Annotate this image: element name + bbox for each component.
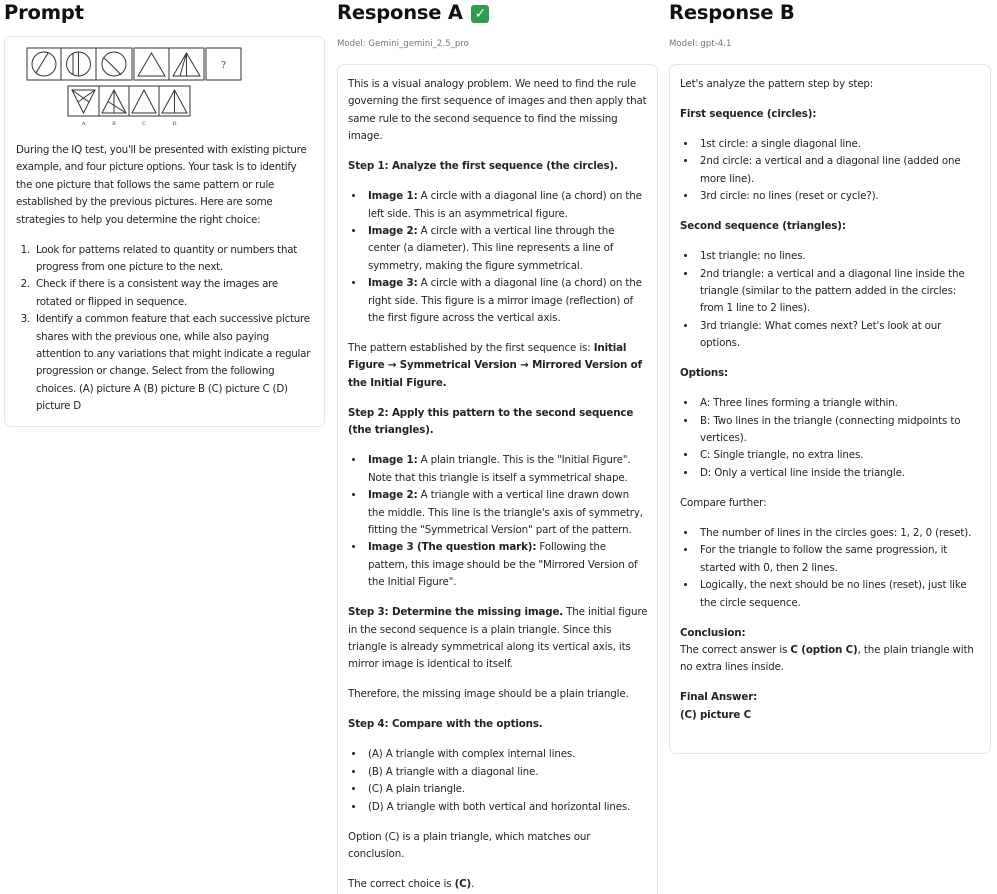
circle-1	[32, 52, 56, 76]
prompt-column	[4, 0, 325, 427]
list-item: • The number of lines in the circles goes: 1, 2, 0 (reset).	[697, 525, 980, 542]
therefore-paragraph: Therefore, the missing image should be a plain triangle.	[348, 688, 629, 701]
triangle-1	[138, 53, 165, 76]
step4-list	[348, 746, 648, 816]
first-sequence-heading: First sequence (circles):	[680, 108, 817, 120]
prompt-title: Prompt	[4, 1, 84, 24]
strategy-list	[16, 242, 313, 416]
list-item: • (B) A triangle with a diagonal line.	[365, 764, 648, 781]
list-item: • Image 3: A circle with a diagonal line (a chord) on the right side. This figure is a mirror image (reflection) of the first figure across the vertical axis.	[365, 275, 648, 327]
response-b-model: Model: gpt-4.1	[669, 39, 732, 49]
list-item: • 2nd circle: a vertical and a diagonal line (added one more line).	[697, 153, 980, 188]
list-item: • Image 2: A circle with a vertical line through the center (a diameter). This line represents a line of symmetry, making the figure symmetrical.	[365, 223, 648, 275]
list-item: • Logically, the next should be no lines (reset), just like the circle sequence.	[697, 577, 980, 612]
second-sequence-heading: Second sequence (triangles):	[680, 220, 846, 233]
list-item: • (A) A triangle with complex internal lines.	[365, 746, 648, 763]
final-answer-block: Final Answer: (C) picture C	[680, 691, 758, 721]
option-label-a: A	[81, 121, 86, 127]
options-heading: Options:	[680, 367, 729, 380]
response-a-column	[337, 0, 658, 894]
response-b-title: Response B	[669, 1, 795, 24]
check-mark-icon: ✓	[471, 5, 489, 23]
response-a-card	[337, 64, 658, 894]
response-a-title-text: Response A	[337, 1, 463, 24]
list-item: • (C) A plain triangle.	[365, 781, 648, 798]
step1-heading: Step 1: Analyze the first sequence (the circles).	[348, 160, 618, 173]
list-item: • B: Two lines in the triangle (connecting midpoints to vertices).	[697, 413, 980, 448]
list-item: • Image 1: A circle with a diagonal line (a chord) on the left side. This is an asymmetrical figure.	[365, 188, 648, 223]
conclusion-block: Conclusion: The correct answer is C (option C), the plain triangle with no extra lines inside.	[680, 626, 974, 674]
list-item: • A: Three lines forming a triangle within.	[697, 395, 980, 412]
list-item: • For the triangle to follow the same progression, it started with 0, then 2 lines.	[697, 542, 980, 577]
step1-list	[348, 188, 648, 327]
response-b-card	[669, 64, 991, 754]
iq-puzzle-figure	[26, 47, 242, 129]
strategy-item: 1. Look for patterns related to quantity or numbers that progress from one picture to the next.	[33, 242, 313, 277]
list-item: • 2nd triangle: a vertical and a diagonal line inside the triangle (similar to the pattern added in the circles: from 1 line to 2 lines).	[697, 266, 980, 318]
option-c-paragraph: Option (C) is a plain triangle, which matches our conclusion.	[348, 830, 591, 860]
prompt-intro: During the IQ test, you'll be presented with existing picture example, and four picture options. Your task is to identify the one picture that follows the same pattern or rule established by the previous pictures. Here are some strategies to help you determine the right choice:	[16, 144, 307, 226]
pattern-summary: The pattern established by the first sequence is: Initial Figure → Symmetrical Version → Mirrored Version of the Initial Figure.	[348, 342, 642, 389]
list-item: • C: Single triangle, no extra lines.	[697, 447, 980, 464]
response-a-title	[337, 0, 658, 28]
list-item: • 3rd triangle: What comes next? Let's look at our options.	[697, 318, 980, 353]
question-mark: ?	[221, 61, 226, 71]
puzzle-cell-3	[96, 48, 132, 80]
step2-heading: Step 2: Apply this pattern to the second sequence (the triangles).	[348, 406, 634, 437]
list-item: • Image 1: A plain triangle. This is the "Initial Figure". Note that this triangle is itself a symmetrical shape.	[365, 452, 648, 487]
first-sequence-list	[680, 136, 980, 206]
step2-list	[348, 452, 648, 591]
option-label-b: B	[112, 121, 116, 127]
response-b-intro: Let's analyze the pattern step by step:	[680, 78, 874, 90]
options-list	[680, 395, 980, 482]
compare-heading: Compare further:	[680, 496, 767, 509]
response-a-intro: This is a visual analogy problem. We need to find the rule governing the first sequence of images and then apply that same rule to the second sequence to find the missing image.	[348, 78, 647, 143]
strategy-item: 3. Identify a common feature that each successive picture shares with the previous one, while also paying attention to any variations that might indicate a regular progression or change. Select from the following choices. (A) picture A (B) picture B (C) picture C (D) picture D	[33, 311, 313, 415]
list-item: • (D) A triangle with both vertical and horizontal lines.	[365, 799, 648, 816]
response-b-column	[669, 0, 991, 754]
list-item: • 1st circle: a single diagonal line.	[697, 136, 980, 153]
option-label-d: D	[172, 121, 177, 127]
list-item: • D: Only a vertical line inside the triangle.	[697, 465, 980, 482]
list-item: • Image 3 (The question mark): Following the pattern, this image should be the "Mirrored Version of the Initial Figure".	[365, 539, 648, 591]
step3-paragraph: Step 3: Determine the missing image. The initial figure in the second sequence is a plain triangle. Since this triangle is already symmetrical along its vertical axis, its mirror image is identical to itself.	[348, 606, 648, 671]
strategy-item: 2. Check if there is a consistent way the images are rotated or flipped in sequence.	[33, 276, 313, 311]
option-label-c: C	[142, 121, 146, 127]
correct-choice: The correct choice is (C).	[348, 877, 475, 890]
step4-heading: Step 4: Compare with the options.	[348, 718, 543, 731]
list-item: • Image 2: A triangle with a vertical line drawn down the middle. This line is the triangle's axis of symmetry, fitting the "Symmetrical Version" part of the pattern.	[365, 487, 648, 539]
list-item: • 3rd circle: no lines (reset or cycle?).	[697, 188, 980, 205]
compare-list	[680, 525, 980, 612]
second-sequence-list	[680, 248, 980, 352]
list-item: • 1st triangle: no lines.	[697, 248, 980, 265]
prompt-card	[4, 36, 325, 427]
circle-3	[102, 52, 126, 76]
response-a-model: Model: Gemini_gemini_2.5_pro	[337, 39, 469, 49]
